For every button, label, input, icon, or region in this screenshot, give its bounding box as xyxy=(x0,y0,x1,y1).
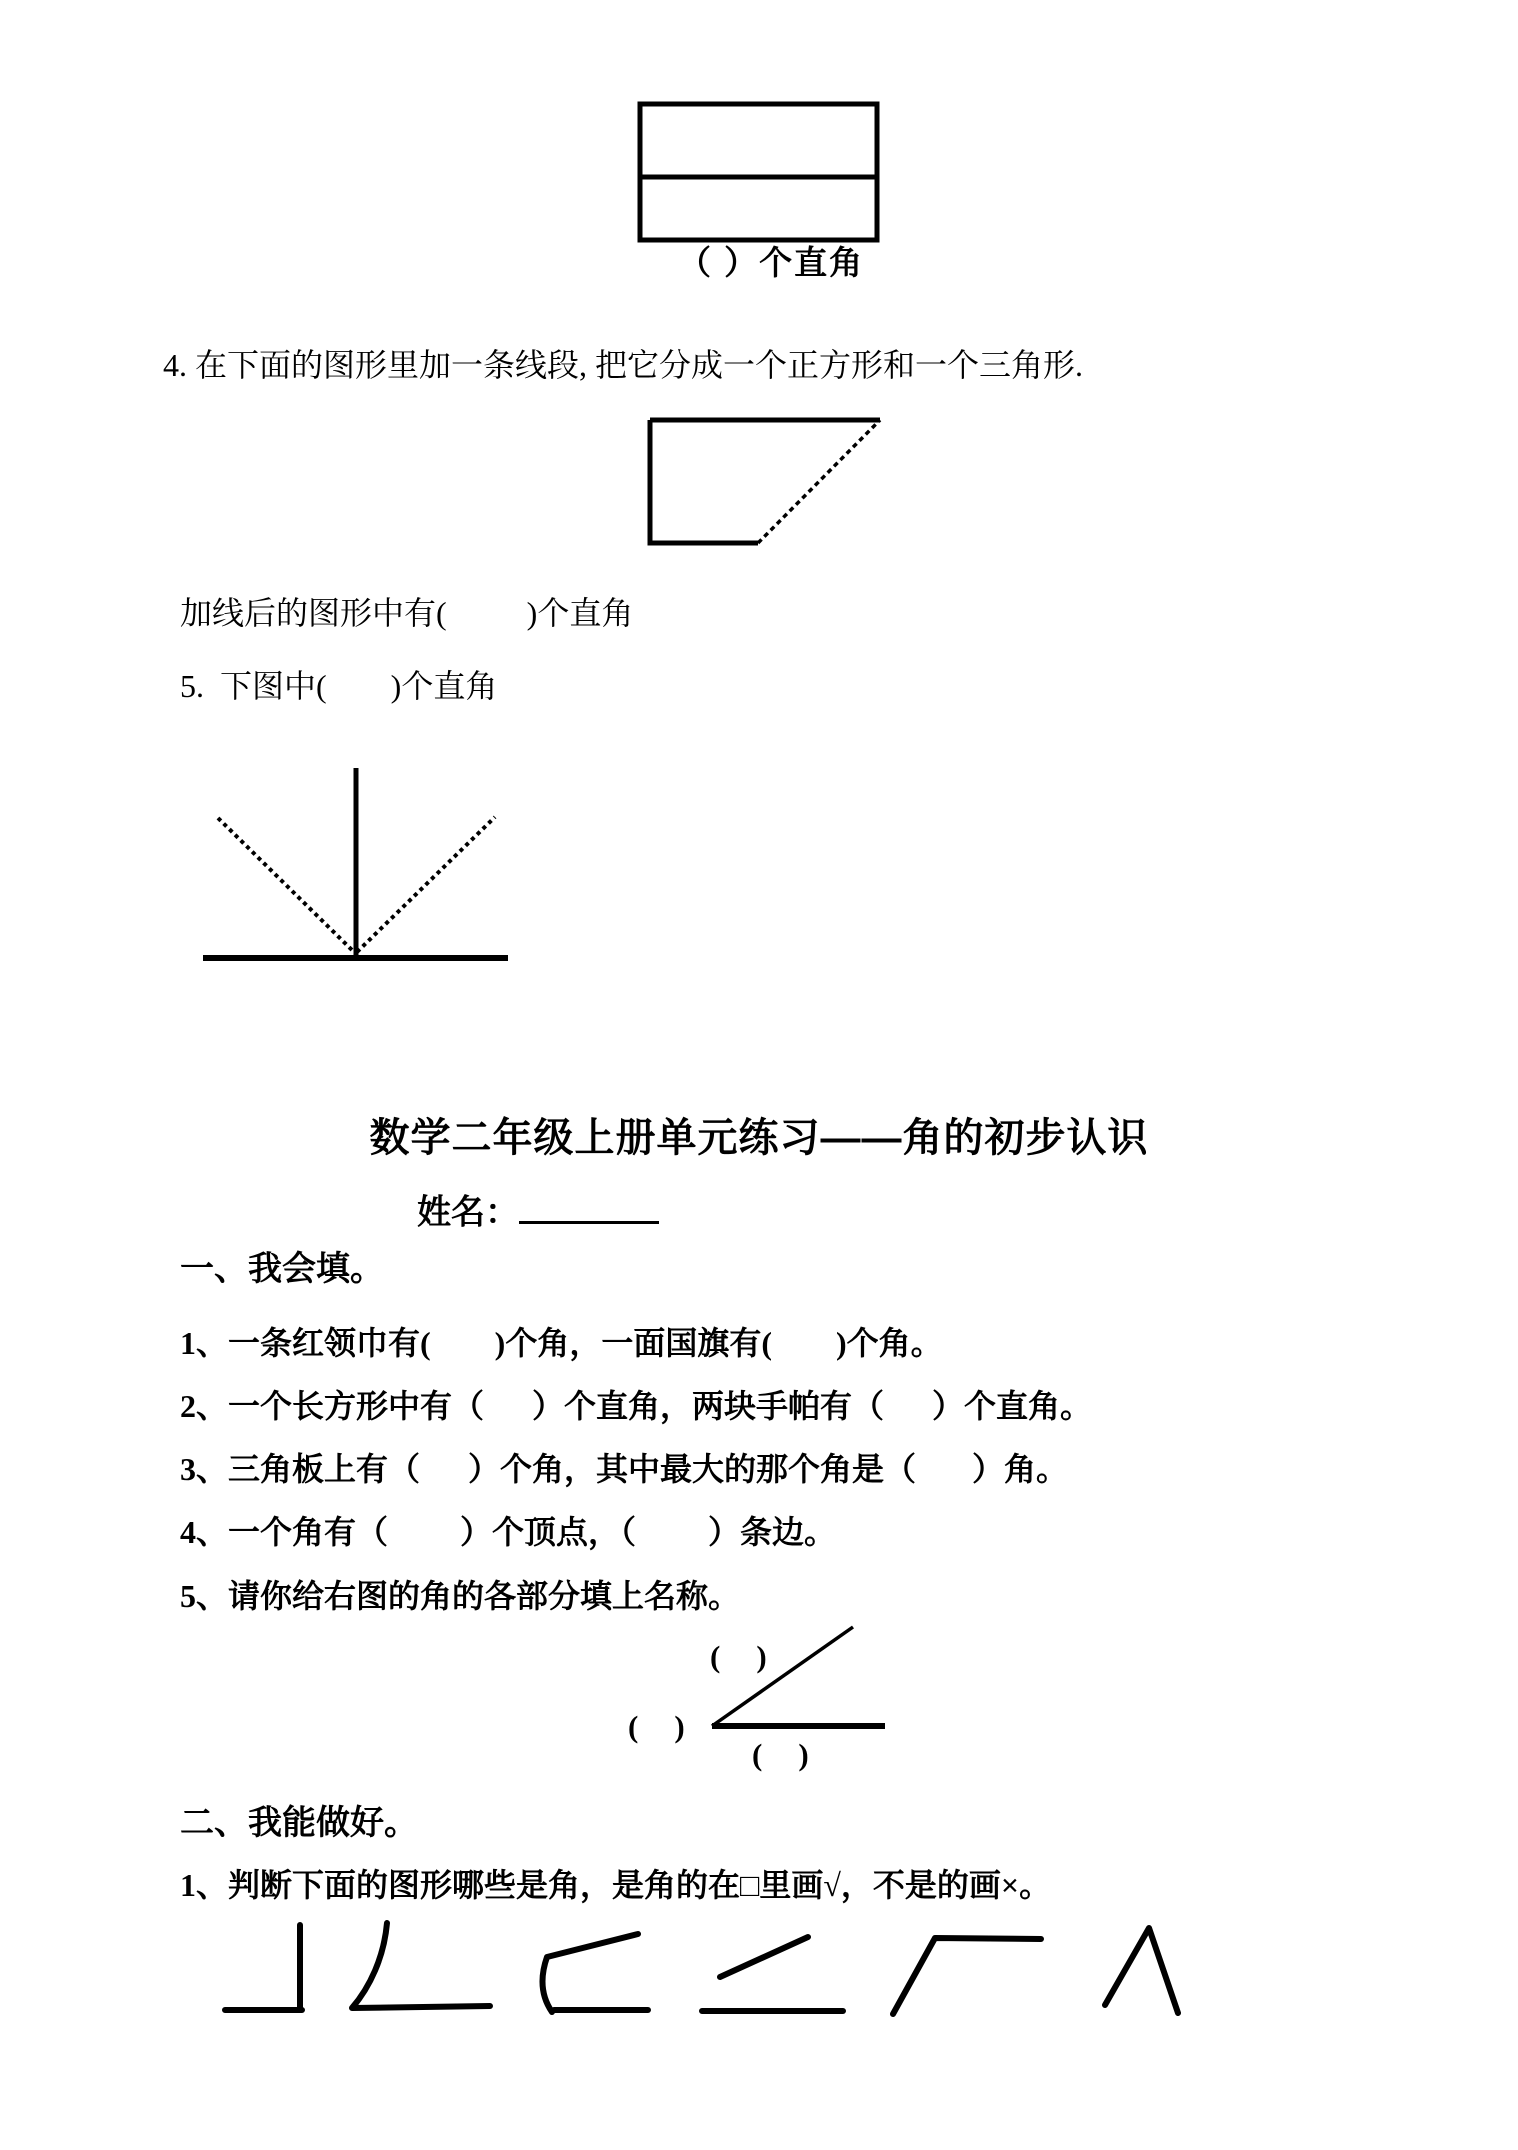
left-diagonal-dotted-line xyxy=(218,818,355,953)
trapezoid-figure xyxy=(644,414,888,550)
name-blank-underline xyxy=(519,1190,659,1224)
section-two-q1: 1、判断下面的图形哪些是角，是角的在□里画√，不是的画×。 xyxy=(180,1867,1052,1903)
name-label: 姓名： xyxy=(417,1193,519,1232)
question-4-followup: 加线后的图形中有( )个直角 xyxy=(180,595,634,631)
section-one-q4: 4、一个角有（ ）个顶点，（ ）条边。 xyxy=(180,1514,837,1550)
section-one-heading: 一、我会填。 xyxy=(180,1251,384,1288)
trapezoid-diagonal-dashed xyxy=(758,420,880,543)
divided-rectangle-figure xyxy=(636,100,882,246)
shape-curved-side-angle xyxy=(352,1923,490,2008)
name-line xyxy=(417,1190,659,1233)
rectangle-caption: （ ）个直角 xyxy=(678,244,865,281)
right-diagonal-dotted-line xyxy=(357,817,495,952)
trapezoid-solid-edges xyxy=(650,420,880,543)
section-one-q3: 3、三角板上有（ ）个角，其中最大的那个角是（ ）角。 xyxy=(180,1451,1069,1487)
question-4-text: 4. 在下面的图形里加一条线段, 把它分成一个正方形和一个三角形. xyxy=(163,347,1084,383)
judge-shapes-row xyxy=(180,1915,1210,2025)
angle-label-bottom: ( ) xyxy=(752,1737,810,1772)
shape-inverted-v xyxy=(1105,1928,1178,2013)
page-title: 数学二年级上册单元练习——角的初步认识 xyxy=(369,1116,1149,1160)
angle-label-top: ( ) xyxy=(710,1639,768,1674)
shape-right-angle xyxy=(225,1925,302,2010)
section-one-q1: 1、一条红领巾有( )个角，一面国旗有( )个角。 xyxy=(180,1325,943,1361)
rectangle-outline xyxy=(640,104,877,240)
section-one-q2: 2、一个长方形中有（ ）个直角，两块手帕有（ ）个直角。 xyxy=(180,1388,1093,1424)
shape-obtuse-corner xyxy=(893,1938,1041,2014)
shape-disconnected-lines xyxy=(702,1937,843,2011)
shape-curved-corner-angle xyxy=(543,1934,648,2012)
question-5-text: 5. 下图中( )个直角 xyxy=(180,668,498,704)
section-two-heading: 二、我能做好。 xyxy=(180,1805,418,1842)
section-one-q5: 5、请你给右图的角的各部分填上名称。 xyxy=(180,1578,741,1614)
angle-label-left: ( ) xyxy=(628,1709,686,1744)
rays-figure xyxy=(195,760,520,968)
